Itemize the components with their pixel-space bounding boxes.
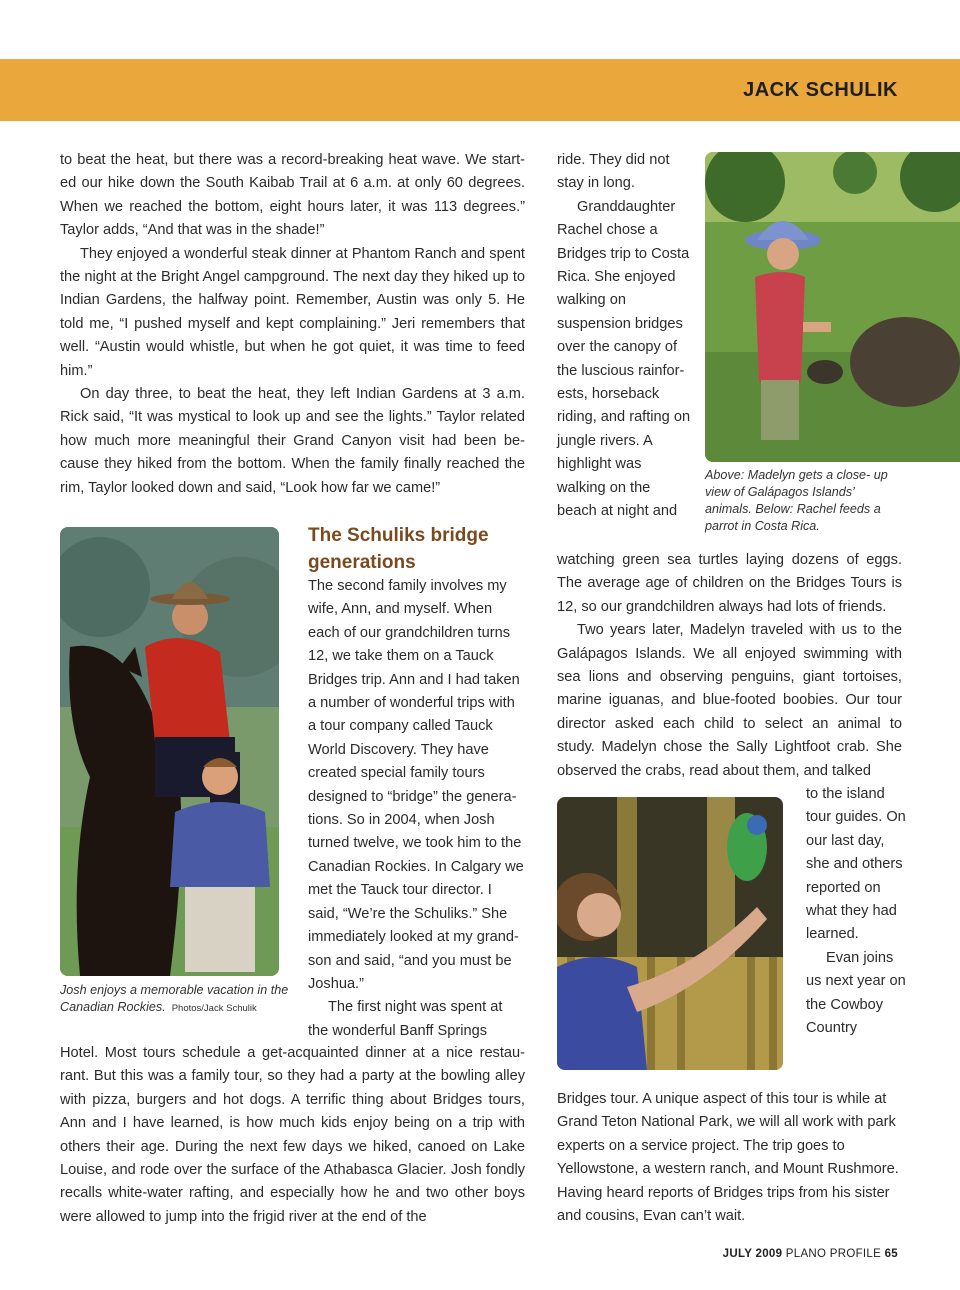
paragraph: They enjoyed a wonderful steak dinner at Phantom Ranch and spent the night at the Bright Angel campground. The next day they hiked up to Indian Gardens, the halfway point. Remember, Austin was only 5. He told me, “I pushed myself and kept complaining.” Jeri remembers that well. “Austin would whistle, but when he got quiet, it was time to feed him.” — [60, 245, 525, 379]
paragraph: Evan joins us next year on the Cowboy Country — [806, 949, 906, 1037]
footer-publication: PLANO PROFILE — [785, 1248, 882, 1260]
section-heading: The Schuliks bridge generations — [308, 525, 489, 573]
paragraph: watching green sea turtles laying dozens of eggs. The average age of children on the Bridges Tours is 12, so our grandchildren always had lots of friends. — [557, 552, 902, 615]
middle-column — [308, 575, 526, 1043]
left-column-bottom — [60, 1042, 525, 1229]
page-number: 65 — [884, 1248, 898, 1260]
paragraph: The first night was spent at the wonderful Banff Springs — [308, 999, 503, 1039]
photo-canadian-rockies — [60, 527, 279, 976]
photo-costa-rica — [557, 797, 783, 1070]
paragraph: Hotel. Most tours schedule a get-acquainted dinner at a nice restau- rant. But this was a family tour, so they had a party at the bowling alley with pizza, burgers and hot dogs. A terrific thing about Bridges tours, Ann and I have learned, is how much kids enjoy being on a trip with others their age. During the next few days we hiked, canoed on Lake Louise, and rode over the surface of the Athabasca Glacier. Josh fondly recalls white-water rafting, and especially how he and two other boys were allowed to jump into the frigid river at the end of the — [60, 1045, 525, 1225]
right-column-middle — [557, 549, 902, 783]
photo-galapagos — [705, 152, 960, 462]
mountie-photo-image — [60, 527, 279, 976]
footer-date: JULY 2009 — [722, 1248, 783, 1260]
author-name: JACK SCHULIK — [743, 79, 898, 101]
caption-galapagos-text: Above: Madelyn gets a close- up view of Galápagos Islands’ animals. Below: Rachel feeds a parrot in Costa Rica. — [705, 468, 888, 533]
header-banner — [0, 59, 960, 121]
paragraph: Two years later, Madelyn traveled with us to the Galápagos Islands. We all enjoyed swimming with sea lions and observing penguins, giant tortoises, marine iguanas, and blue-footed boobies. Our tour director asked each child to select an animal to study. Madelyn chose the Sally Lightfoot crab. She observed the crabs, read about them, and talked — [557, 622, 902, 779]
page-footer — [723, 1248, 898, 1260]
right-column-top — [557, 149, 691, 524]
paragraph: On day three, to beat the heat, they left Indian Gardens at 3 a.m. Rick said, “It was mystical to look up and see the lights.” Taylor related how much more meaningful their Grand Canyon visit had been be- cause they hiked from the bottom. When the family finally reached the rim, Taylor looked down and said, “Look how far we came!” — [60, 386, 525, 496]
paragraph: The second family involves my wife, Ann, and myself. When each of our grandchildren turns 12, we take them on a Tauck Bridges trip. Ann and I had taken a number of wonderful trips with a tour company called Tauck World Discovery. They have created special family tours designed to “bridge” the genera- tions. So in 2004, when Josh turned twelve, we took him to the Canadian Rockies. In Calgary we met the Tauck tour director. I said, “We’re the Schuliks.” She immediately looked at my grand- son and said, “and you must be Joshua.” — [308, 578, 524, 992]
paragraph: Bridges tour. A unique aspect of this tour is while at Grand Teton National Park, we will all work with park experts on a service project. The trip goes to Yellowstone, a western ranch, and Mount Rushmore. Having heard reports of Bridges trips from his sister and cousins, Evan can’t wait. — [557, 1091, 899, 1225]
paragraph: ride. They did not stay in long. — [557, 152, 670, 192]
galapagos-photo-image — [705, 152, 960, 462]
parrot-photo-image — [557, 797, 783, 1070]
caption-rockies-text: Josh enjoys a memorable vacation in the Canadian Rockies. — [60, 983, 289, 1014]
caption-galapagos — [705, 467, 895, 535]
right-column-bottom — [557, 1088, 902, 1228]
paragraph: to beat the heat, but there was a record-breaking heat wave. We start- ed our hike down the South Kaibab Trail at 6 a.m. at only 60 degrees. When we reached the bottom, eight hours later, it was 113 degrees.” Taylor adds, “And that was in the shade!” — [60, 152, 525, 239]
paragraph: to the island tour guides. On our last day, she and others reported on what they had learned. — [806, 786, 906, 943]
paragraph: Granddaughter Rachel chose a Bridges trip to Costa Rica. She enjoyed walking on suspension bridges over the canopy of the luscious rainfor- ests, horseback riding, and rafting on jungle rivers. A highlight was walking on the beach at night and — [557, 198, 691, 520]
right-column-narrow — [806, 783, 906, 1040]
caption-rockies — [60, 982, 292, 1017]
left-column-top — [60, 149, 525, 500]
photo-credit: Photos/Jack Schulik — [171, 1003, 257, 1014]
